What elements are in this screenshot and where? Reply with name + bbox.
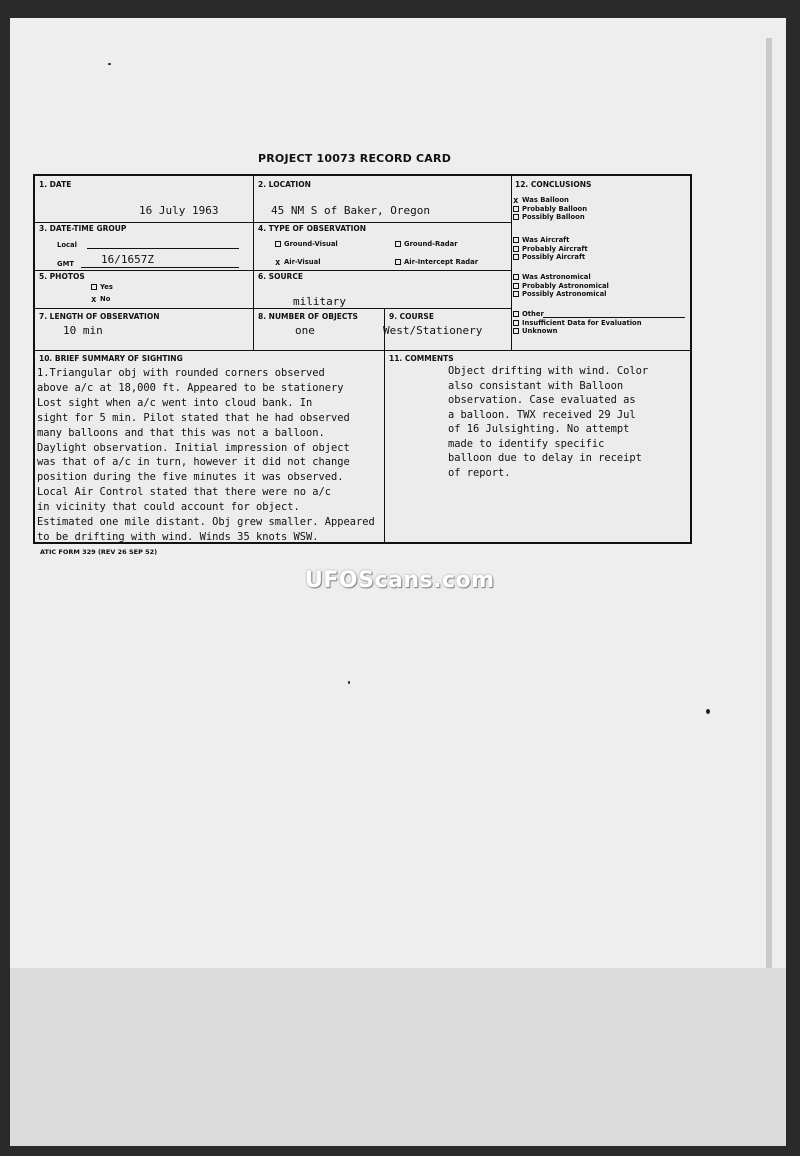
local-time-label: Local (57, 241, 77, 249)
observation-option (395, 258, 478, 266)
empty-box-icon (513, 206, 519, 212)
divider (253, 176, 254, 350)
conclusion-option (513, 253, 585, 261)
scan-speck (348, 681, 350, 684)
empty-box-icon (513, 254, 519, 260)
gmt-label: GMT (57, 260, 74, 268)
empty-box-icon (513, 311, 519, 317)
source-value: military (293, 295, 346, 308)
empty-box-icon (513, 291, 519, 297)
conclusion-option (513, 310, 544, 318)
conclusion-option (513, 290, 607, 298)
option-label: Was Aircraft (522, 236, 570, 244)
option-label: Ground-Visual (284, 240, 338, 248)
date-label: 1. DATE (39, 180, 72, 189)
option-label: Yes (100, 283, 113, 291)
summary-text: 1.Triangular obj with rounded corners observed above a/c at 18,000 ft. Appeared to be stationery Lost sight when a/c went into cloud bank. In sight for 5 min. Pilot stated that he had observed many balloons and that this was not a balloon. Daylight observation. Initial impression of object was that of a/c in turn, however it did not change position during the five minutes it was observed. Local Air Control stated that there were no a/c in vicinity that could account for object. Estimated one mile distant. Obj grew smaller. Appeared to be drifting with wind. Winds 35 knots WSW. (37, 367, 375, 543)
divider (35, 350, 690, 351)
summary-label: 10. BRIEF SUMMARY OF SIGHTING (39, 354, 183, 363)
course-label: 9. COURSE (389, 312, 434, 321)
option-label: Ground-Radar (404, 240, 458, 248)
option-label: No (100, 295, 111, 303)
local-time-line (87, 248, 239, 249)
conclusion-option (513, 282, 609, 290)
empty-box-icon (395, 259, 401, 265)
length-value: 10 min (63, 324, 103, 337)
conclusion-option (513, 273, 591, 281)
empty-box-icon (513, 328, 519, 334)
length-label: 7. LENGTH OF OBSERVATION (39, 312, 160, 321)
empty-box-icon (91, 284, 97, 290)
gmt-value: 16/1657Z (101, 253, 154, 266)
checked-box-icon: x (513, 196, 519, 206)
record-card (33, 174, 692, 544)
option-label: Was Astronomical (522, 273, 591, 281)
source-label: 6. SOURCE (258, 272, 303, 281)
observation-option (275, 240, 338, 248)
empty-box-icon (275, 241, 281, 247)
empty-box-icon (513, 320, 519, 326)
option-label: Possibly Astronomical (522, 290, 607, 298)
date-value: 16 July 1963 (139, 204, 219, 217)
divider (35, 270, 511, 271)
empty-box-icon (513, 214, 519, 220)
empty-box-icon (513, 246, 519, 252)
conclusion-option (513, 327, 558, 335)
divider (35, 222, 511, 223)
option-label: Possibly Balloon (522, 213, 585, 221)
option-label: Possibly Aircraft (522, 253, 586, 261)
option-label: Air-Visual (284, 258, 321, 266)
option-label: Unknown (522, 327, 558, 335)
divider (511, 176, 512, 350)
option-label: Other (522, 310, 544, 318)
objects-value: one (295, 324, 315, 337)
option-label: Air-Intercept Radar (404, 258, 479, 266)
conclusions-label: 12. CONCLUSIONS (515, 180, 592, 189)
photos-option (91, 283, 113, 291)
empty-box-icon (513, 283, 519, 289)
option-label: Probably Aircraft (522, 244, 588, 253)
other-line (543, 317, 685, 318)
scan-speck (108, 63, 111, 65)
observation-option (275, 258, 321, 268)
observation-option (395, 240, 458, 248)
conclusion-option (513, 245, 588, 253)
location-label: 2. LOCATION (258, 180, 311, 189)
comments-label: 11. COMMENTS (389, 354, 454, 363)
conclusion-option (513, 213, 585, 221)
empty-box-icon (513, 237, 519, 243)
course-value: West/Stationery (383, 324, 483, 337)
observation-type-label: 4. TYPE OF OBSERVATION (258, 224, 367, 233)
gmt-line (81, 267, 239, 268)
empty-box-icon (395, 241, 401, 247)
conclusion-option (513, 319, 642, 327)
objects-label: 8. NUMBER OF OBJECTS (258, 312, 358, 321)
scan-speck (706, 709, 710, 714)
form-identifier: ATIC FORM 329 (REV 26 SEP 52) (40, 548, 158, 556)
option-label: Was Balloon (522, 196, 569, 204)
comments-text: Object drifting with wind. Color also consistant with Balloon observation. Case evaluated as a balloon. TWX received 29 Jul of 16 Julsighting. No attempt made to identify specific balloon due to delay in receipt of report. (448, 365, 649, 479)
conclusion-option (513, 236, 569, 244)
page-edge-shadow (766, 38, 772, 968)
photos-label: 5. PHOTOS (39, 272, 85, 281)
date-time-group-label: 3. DATE-TIME GROUP (39, 224, 127, 233)
option-label: Insufficient Data for Evaluation (522, 318, 642, 327)
photos-option (91, 295, 110, 305)
card-title: PROJECT 10073 RECORD CARD (258, 152, 452, 165)
divider (35, 308, 511, 309)
checked-box-icon: x (91, 295, 97, 305)
lower-page-band (10, 968, 786, 1146)
option-label: Probably Balloon (522, 204, 588, 213)
watermark: UFOScans.com (305, 568, 495, 593)
checked-box-icon: x (275, 258, 281, 268)
option-label: Probably Astronomical (522, 281, 609, 290)
location-value: 45 NM S of Baker, Oregon (271, 204, 430, 217)
conclusion-option (513, 205, 587, 213)
empty-box-icon (513, 274, 519, 280)
